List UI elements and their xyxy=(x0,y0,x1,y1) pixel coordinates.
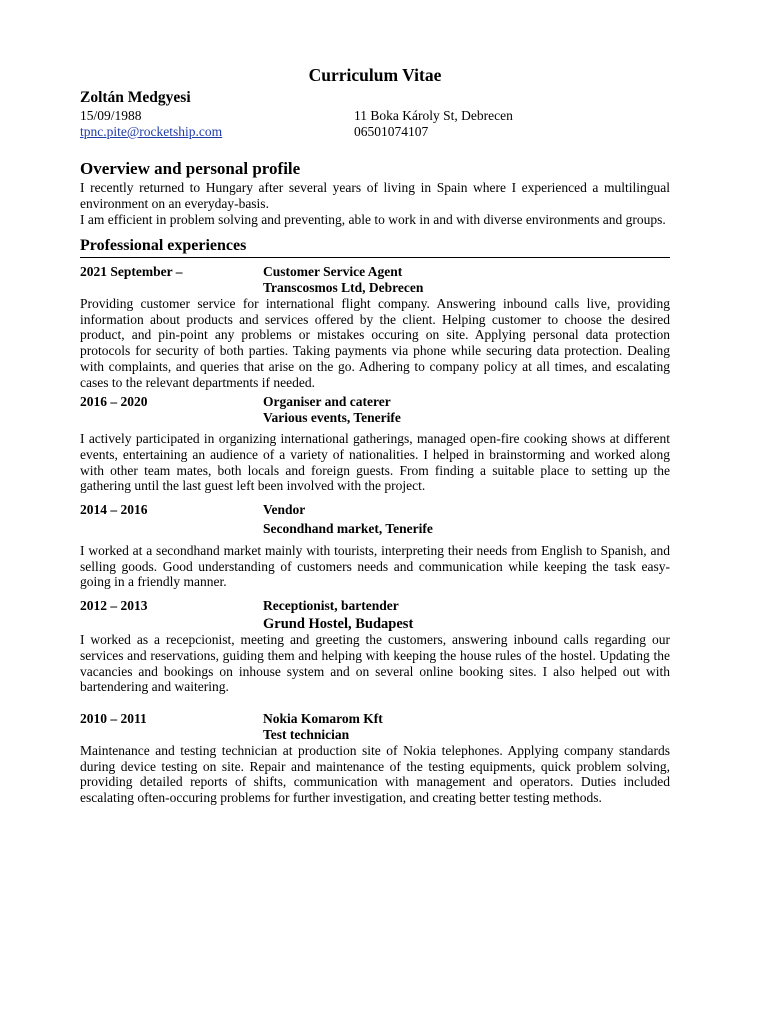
job-description: I actively participated in organizing international gatherings, managed open-fire cooking shows at different events, entertaining an audience of a variety of nationalities. I helped in brainstorming and worked along with other team mates, both locals and foreign guests. From finding a suitable place to setting up the gathering until the last guest left been involved with the project. xyxy=(80,431,670,494)
job-entry xyxy=(80,394,670,494)
job-period: 2021 September – xyxy=(80,264,183,279)
job-period: 2014 – 2016 xyxy=(80,502,148,518)
job-description: I worked at a secondhand market mainly with tourists, interpreting their needs from English to Spanish, and selling goods. Good understanding of customers needs and communication while keeping the task easy-going in a friendly manner. xyxy=(80,543,670,590)
candidate-name: Zoltán Medgyesi xyxy=(80,89,191,106)
job-role: Customer Service Agent xyxy=(263,264,403,279)
cv-page xyxy=(80,62,670,806)
job-header xyxy=(80,394,670,426)
job-company: Secondhand market, Tenerife xyxy=(263,521,433,537)
job-company: Grund Hostel, Budapest xyxy=(263,616,414,633)
overview-heading: Overview and personal profile xyxy=(80,159,301,178)
overview-paragraph-1: I recently returned to Hungary after several years of living in Spain where I experienced a multilingual environment on an everyday-basis. xyxy=(80,180,670,211)
job-company: Various events, Tenerife xyxy=(263,410,401,426)
job-entry xyxy=(80,264,670,390)
job-entry xyxy=(80,711,670,806)
experience-heading: Professional experiences xyxy=(80,236,670,258)
job-period: 2016 – 2020 xyxy=(80,394,148,410)
contact-row-1 xyxy=(80,108,670,124)
job-header xyxy=(80,598,670,632)
job-header xyxy=(80,264,670,296)
phone-number: 06501074107 xyxy=(354,124,429,139)
contact-row-2 xyxy=(80,124,670,140)
job-description: I worked as a recepcionist, meeting and greeting the customers, answering inbound calls regarding our services and reservations, guiding them and helping with keeping the house rules of the hostel. Updating the vacancies and bookings on inhouse system and on several online booking sites. I also helped out with bartendering and waitering. xyxy=(80,632,670,695)
address: 11 Boka Károly St, Debrecen xyxy=(354,108,513,123)
birth-date: 15/09/1988 xyxy=(80,108,142,123)
job-company: Test technician xyxy=(263,726,350,742)
job-description: Maintenance and testing technician at production site of Nokia telephones. Applying company standards during device testing on site. Repair and maintenance of the testing equipments, quick problem solving, providing detailed reports of shifts, communication with management and operators. Duties included escalating often-occuring problems for further investigation, and creating better testing methods. xyxy=(80,742,670,806)
document-title: Curriculum Vitae xyxy=(308,65,442,85)
job-role: Vendor xyxy=(263,502,306,518)
overview-paragraph-2: I am efficient in problem solving and preventing, able to work in and with diverse environments and groups. xyxy=(80,212,666,227)
job-description: Providing customer service for international flight company. Answering inbound calls live, providing information about products and services offered by the client. Helping customer to choose the desired product, and pin-point any problems or mistakes occuring on site. Applying personal data protection protocols for security of both parties. Taking payments via phone while securing data protection. Dealing with complaints, and queries that arise on the go. Adhering to company policy at all times, and escalating cases to the relevant departments if needed. xyxy=(80,296,670,390)
job-header xyxy=(80,711,670,743)
email-link[interactable]: tpnc.pite@rocketship.com xyxy=(80,124,223,139)
job-company: Transcosmos Ltd, Debrecen xyxy=(263,280,424,295)
job-header xyxy=(80,502,670,537)
job-entry xyxy=(80,598,670,695)
job-role: Nokia Komarom Kft xyxy=(263,710,383,726)
job-role: Organiser and caterer xyxy=(263,394,391,410)
job-role: Receptionist, bartender xyxy=(263,598,399,614)
job-period: 2010 – 2011 xyxy=(80,710,147,726)
job-entry xyxy=(80,502,670,590)
job-period: 2012 – 2013 xyxy=(80,598,148,614)
